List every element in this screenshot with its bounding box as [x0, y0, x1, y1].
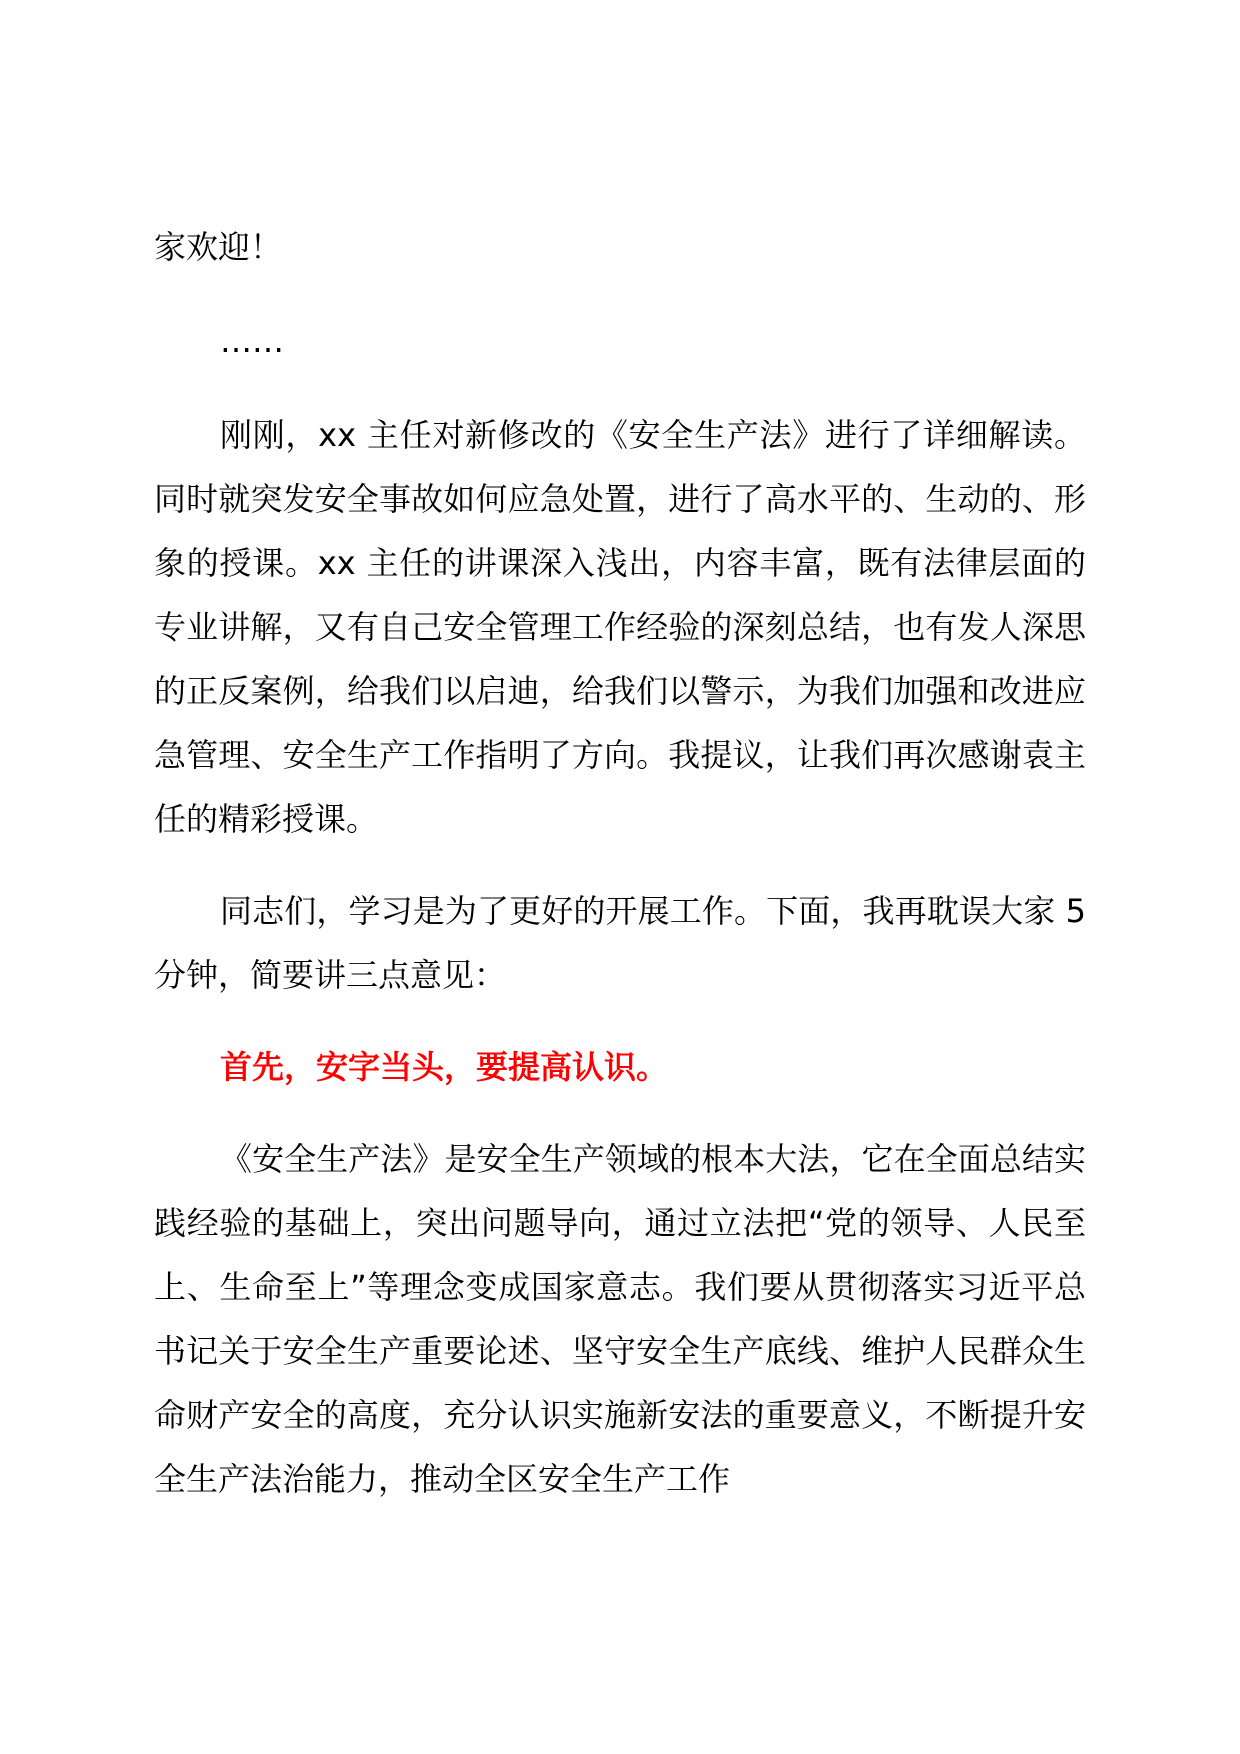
paragraph-welcome-end: 家欢迎！: [154, 228, 283, 266]
section-heading-first-point: 首先，安字当头，要提高认识。: [220, 1048, 669, 1086]
paragraph-lecture-summary: 刚刚，xx 主任对新修改的《安全生产法》进行了详细解读。同时就突发安全事故如何应急处置，进行了高水平的、生动的、形象的授课。xx 主任的讲课深入浅出，内容丰富，既有法律层面的专业讲解，又有自己安全管理工作经验的深刻总结，也有发人深思的正反案例，给我们以启迪，给我们以警示，为我们加强和改进应急管理、安全生产工作指明了方向。我提议，让我们再次感谢袁主任的精彩授课。: [154, 416, 1086, 838]
paragraph-safety-law: 《安全生产法》是安全生产领域的根本大法，它在全面总结实践经验的基础上，突出问题导向，通过立法把“党的领导、人民至上、生命至上”等理念变成国家意志。我们要从贯彻落实习近平总书记关于安全生产重要论述、坚守安全生产底线、维护人民群众生命财产安全的高度，充分认识实施新安法的重要意义，不断提升安全生产法治能力，推动全区安全生产工作: [154, 1140, 1086, 1498]
paragraph-ellipsis: ……: [220, 322, 284, 360]
document-body: [154, 215, 1086, 1511]
paragraph-transition: 同志们，学习是为了更好的开展工作。下面，我再耽误大家 5 分钟，简要讲三点意见：: [154, 892, 1086, 994]
